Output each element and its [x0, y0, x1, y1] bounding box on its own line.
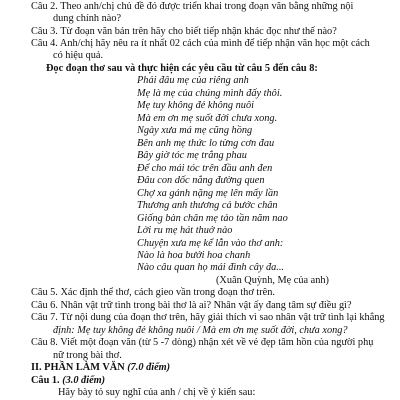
essay-prompt: Hãy bày tỏ suy nghĩ của anh / chị về ý kiến sau:	[58, 387, 256, 399]
question-2-continued: dung chính nào?	[53, 13, 122, 25]
section-points: (7.0 điểm)	[127, 362, 171, 374]
question-3: Câu 3. Từ đoạn văn bản trên hãy cho biết tiếp nhận khác đọc như thế nào?	[31, 25, 337, 37]
question-2: Câu 2. Theo anh/chị chủ đề đó được triển khai trong đoạn văn bằng những nội	[31, 0, 354, 12]
essay-question-title	[31, 376, 105, 386]
poem-line: Chợ xa gánh nặng mẹ lên mấy lần	[137, 187, 279, 199]
question-7-continued: định: Mẹ tuy không đẻ không nuôi / Mà em ơn mẹ suốt đời, chưa xong?	[53, 324, 348, 336]
question-4-continued: có hiệu quả.	[53, 50, 104, 62]
question-4: Câu 4. Anh/chị hãy nêu ra ít nhất 02 cách của mình để tiếp nhận văn học một cách	[31, 37, 370, 49]
poem-line: Đâu con dốc nắng đường quen	[137, 175, 265, 187]
section-title-text: II. PHẦN LÀM VĂN	[31, 362, 125, 374]
poem-line: Bên anh mẹ thức lo từng cơn đau	[137, 137, 275, 149]
question-5: Câu 5. Xác định thể thơ, cách gieo vần trong đoạn thơ trên.	[31, 287, 275, 299]
question-7: Câu 7. Từ nội dung của đoạn thơ trên, hãy giải thích vì sao nhân vật trữ tình lại khẳng	[31, 312, 385, 324]
poem-line: Lời ru mẹ hát thuở nào	[137, 225, 233, 237]
poem-line: Phải đâu mẹ của riêng anh	[137, 75, 249, 87]
question-6: Câu 6. Nhân vật trữ tình trong bài thơ là ai? Nhân vật ấy đang tâm sự điều gì?	[31, 299, 352, 311]
poem-line: Bây giờ tóc mẹ trắng phau	[137, 150, 247, 162]
poem-line: Thương anh thương cả bước chân	[137, 200, 278, 212]
section-title	[31, 363, 170, 373]
poem-line: Để cho mái tóc trên đầu anh đen	[137, 162, 273, 174]
poem-line: Mẹ tuy không đẻ không nuôi	[137, 100, 254, 112]
question-8-continued: nữ trong bài thơ.	[53, 349, 122, 361]
essay-question-label: Câu 1.	[31, 374, 60, 386]
poem-line: Ngày xưa má mẹ cũng hồng	[137, 125, 253, 137]
poem-source: (Xuân Quỳnh, Mẹ của anh)	[216, 274, 329, 286]
poem-line: Mà em ơn mẹ suốt đời chưa xong.	[137, 112, 278, 124]
poem-line: Chuyện xưa mẹ kể lẫn vào thơ anh:	[137, 237, 284, 249]
poem-heading: Đọc đoạn thơ sau và thực hiện các yêu cầu từ câu 5 đến câu 8:	[46, 62, 318, 74]
question-8: Câu 8. Viết một đoạn văn (từ 5 -7 dòng) nhận xét về vẻ đẹp tâm hồn của người phụ	[31, 337, 374, 349]
poem-line: Nào câu quan họ mái đình cây đa...	[137, 262, 285, 274]
poem-line: Mẹ là mẹ của chúng mình đấy thôi.	[137, 87, 283, 99]
poem-line: Giống bàn chân mẹ tảo tần năm nao	[137, 212, 288, 224]
poem-line: Nào là hoa bưởi hoa chanh	[137, 250, 251, 261]
essay-question-points: (3.0 điểm)	[62, 374, 106, 386]
